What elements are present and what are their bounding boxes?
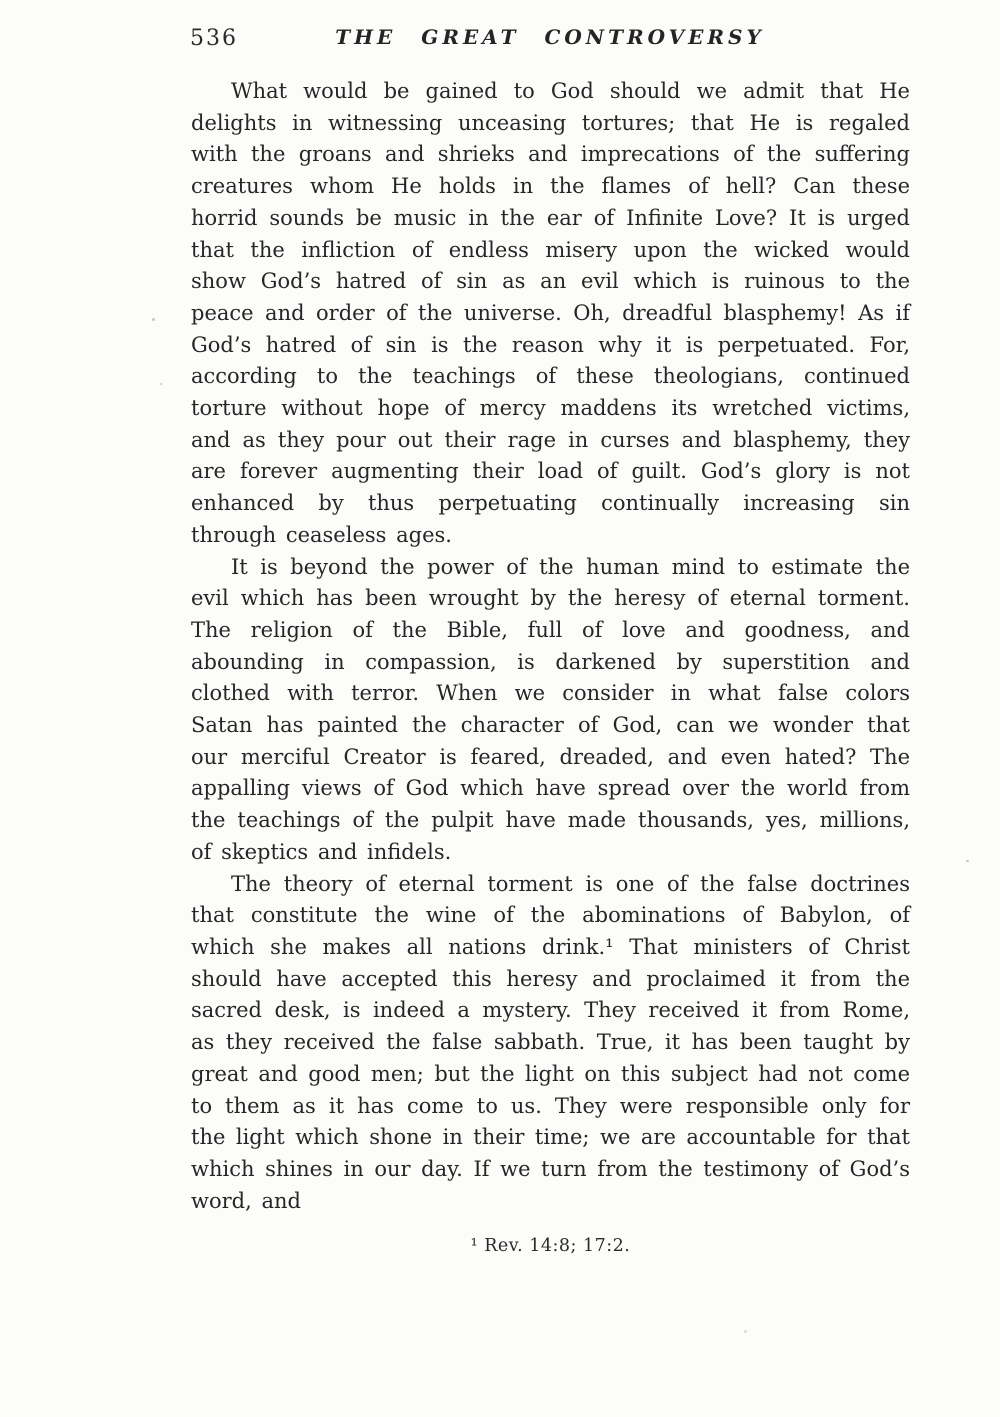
scan-speck bbox=[966, 860, 969, 862]
paragraph: What would be gained to God should we admit that He delights in witnessing unceasing tortures; that He is regaled with the groans and shrieks and imprecations of the suffering creatures whom He holds in the flames of hell? Can these horrid sounds be music in the ear of Infinite Love? It is urged that the infliction of endless misery upon the wicked would show God’s hatred of sin as an evil which is ruinous to the peace and order of the universe. Oh, dreadful blasphemy! As if God’s hatred of sin is the reason why it is perpetuated. For, according to the teachings of these theologians, continued torture without hope of mercy maddens its wretched victims, and as they pour out their rage in curses and blasphemy, they are forever augmenting their load of guilt. God’s glory is not enhanced by thus perpetuating continually increasing sin through ceaseless ages. bbox=[191, 79, 910, 547]
paragraph: The theory of eternal torment is one of the false doctrines that constitute the wine of the abominations of Babylon, of which she makes all nations drink.¹ That ministers of Christ should have accepted this heresy and proclaimed it from the sacred desk, is indeed a mystery. They received it from Rome, as they received the false sabbath. True, it has been taught by great and good men; but the light on this subject had not come to them as it has come to us. They were responsible only for the light which shone in their time; we are accountable for that which shines in our day. If we turn from the testimony of God’s word, and bbox=[191, 871, 910, 1213]
running-header: THE GREAT CONTROVERSY bbox=[335, 25, 765, 49]
paragraph: It is beyond the power of the human mind to estimate the evil which has been wrought by the heresy of eternal torment. The religion of the Bible, full of love and goodness, and abounding in compassion, is darkened by superstition and clothed with terror. When we consider in what false colors Satan has painted the character of God, can we wonder that our merciful Creator is feared, dreaded, and even hated? The appalling views of God which have spread over the world from the teachings of the pulpit have made thousands, yes, millions, of skeptics and infidels. bbox=[191, 554, 910, 864]
footnote: ¹ Rev. 14:8; 17:2. bbox=[470, 1236, 631, 1256]
scan-speck bbox=[160, 383, 162, 385]
page-number: 536 bbox=[190, 26, 238, 51]
body-text bbox=[191, 76, 910, 1217]
scan-speck bbox=[152, 318, 155, 321]
scan-speck bbox=[744, 1330, 747, 1333]
